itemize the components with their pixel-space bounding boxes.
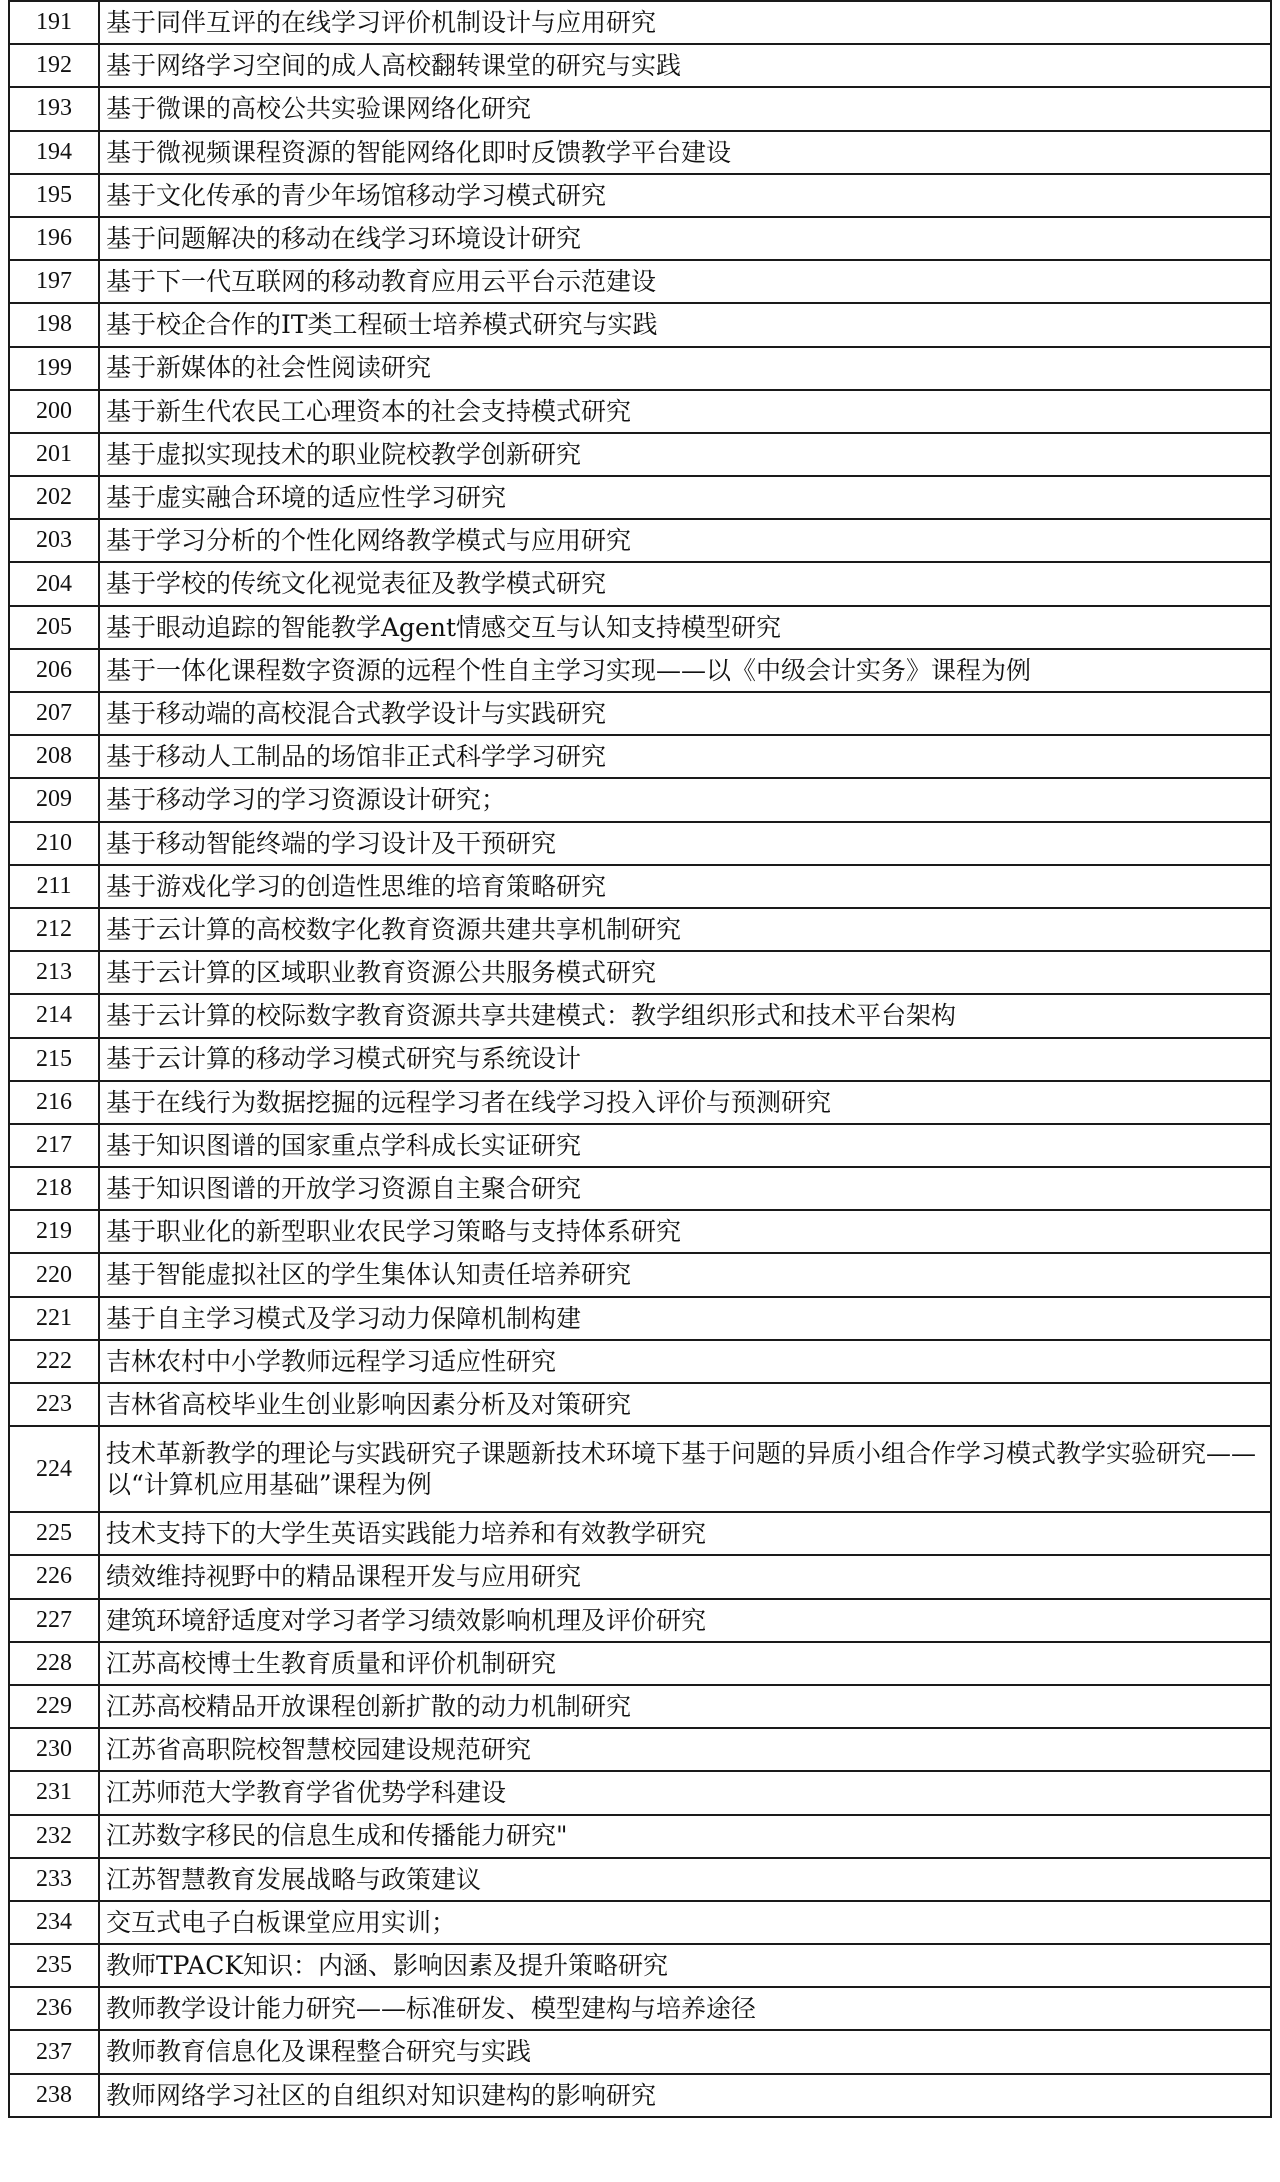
project-title: 基于下一代互联网的移动教育应用云平台示范建设 bbox=[99, 260, 1271, 303]
table-row bbox=[9, 908, 1271, 951]
table-row bbox=[9, 1685, 1271, 1728]
row-number: 208 bbox=[9, 735, 99, 778]
row-number: 215 bbox=[9, 1038, 99, 1081]
table-row bbox=[9, 649, 1271, 692]
row-number: 216 bbox=[9, 1081, 99, 1124]
project-title: 吉林农村中小学教师远程学习适应性研究 bbox=[99, 1340, 1271, 1383]
row-number: 227 bbox=[9, 1599, 99, 1642]
project-title: 基于云计算的高校数字化教育资源共建共享机制研究 bbox=[99, 908, 1271, 951]
table-row bbox=[9, 865, 1271, 908]
table-row bbox=[9, 1944, 1271, 1987]
project-title: 基于知识图谱的国家重点学科成长实证研究 bbox=[99, 1124, 1271, 1167]
row-number: 209 bbox=[9, 778, 99, 821]
row-number: 211 bbox=[9, 865, 99, 908]
row-number: 197 bbox=[9, 260, 99, 303]
table-row bbox=[9, 1383, 1271, 1426]
project-title: 交互式电子白板课堂应用实训； bbox=[99, 1901, 1271, 1944]
project-title: 基于眼动追踪的智能教学Agent情感交互与认知支持模型研究 bbox=[99, 606, 1271, 649]
table-row bbox=[9, 1771, 1271, 1814]
table-row bbox=[9, 1210, 1271, 1253]
project-title: 江苏数字移民的信息生成和传播能力研究" bbox=[99, 1815, 1271, 1858]
table-row bbox=[9, 347, 1271, 390]
row-number: 213 bbox=[9, 951, 99, 994]
table-row bbox=[9, 433, 1271, 476]
table-row bbox=[9, 260, 1271, 303]
table-row bbox=[9, 1038, 1271, 1081]
row-number: 194 bbox=[9, 131, 99, 174]
row-number: 199 bbox=[9, 347, 99, 390]
project-title: 基于网络学习空间的成人高校翻转课堂的研究与实践 bbox=[99, 44, 1271, 87]
project-title: 基于微视频课程资源的智能网络化即时反馈教学平台建设 bbox=[99, 131, 1271, 174]
row-number: 220 bbox=[9, 1253, 99, 1296]
project-title: 江苏高校博士生教育质量和评价机制研究 bbox=[99, 1642, 1271, 1685]
table-row bbox=[9, 476, 1271, 519]
table-row bbox=[9, 1555, 1271, 1598]
project-title: 基于学习分析的个性化网络教学模式与应用研究 bbox=[99, 519, 1271, 562]
project-title: 教师教育信息化及课程整合研究与实践 bbox=[99, 2030, 1271, 2073]
project-title: 基于知识图谱的开放学习资源自主聚合研究 bbox=[99, 1167, 1271, 1210]
row-number: 234 bbox=[9, 1901, 99, 1944]
table-row bbox=[9, 217, 1271, 260]
table-row bbox=[9, 2030, 1271, 2073]
project-title: 基于校企合作的IT类工程硕士培养模式研究与实践 bbox=[99, 303, 1271, 346]
row-number: 192 bbox=[9, 44, 99, 87]
table-row bbox=[9, 1858, 1271, 1901]
project-title: 基于学校的传统文化视觉表征及教学模式研究 bbox=[99, 562, 1271, 605]
table-row bbox=[9, 735, 1271, 778]
row-number: 233 bbox=[9, 1858, 99, 1901]
table-row bbox=[9, 390, 1271, 433]
project-title: 江苏师范大学教育学省优势学科建设 bbox=[99, 1771, 1271, 1814]
project-title: 技术革新教学的理论与实践研究子课题新技术环境下基于问题的异质小组合作学习模式教学实验研究——以“计算机应用基础”课程为例 bbox=[99, 1426, 1271, 1512]
table-row bbox=[9, 44, 1271, 87]
project-title: 技术支持下的大学生英语实践能力培养和有效教学研究 bbox=[99, 1512, 1271, 1555]
project-title: 江苏省高职院校智慧校园建设规范研究 bbox=[99, 1728, 1271, 1771]
row-number: 204 bbox=[9, 562, 99, 605]
project-table bbox=[8, 0, 1272, 2118]
table-row bbox=[9, 1512, 1271, 1555]
project-title: 江苏高校精品开放课程创新扩散的动力机制研究 bbox=[99, 1685, 1271, 1728]
row-number: 217 bbox=[9, 1124, 99, 1167]
project-table-body bbox=[9, 1, 1271, 2117]
row-number: 221 bbox=[9, 1297, 99, 1340]
row-number: 238 bbox=[9, 2074, 99, 2117]
table-row bbox=[9, 1599, 1271, 1642]
row-number: 206 bbox=[9, 649, 99, 692]
table-row bbox=[9, 131, 1271, 174]
project-title: 绩效维持视野中的精品课程开发与应用研究 bbox=[99, 1555, 1271, 1598]
project-title: 基于游戏化学习的创造性思维的培育策略研究 bbox=[99, 865, 1271, 908]
project-title: 基于文化传承的青少年场馆移动学习模式研究 bbox=[99, 174, 1271, 217]
row-number: 198 bbox=[9, 303, 99, 346]
row-number: 195 bbox=[9, 174, 99, 217]
row-number: 193 bbox=[9, 87, 99, 130]
row-number: 200 bbox=[9, 390, 99, 433]
row-number: 229 bbox=[9, 1685, 99, 1728]
row-number: 226 bbox=[9, 1555, 99, 1598]
table-row bbox=[9, 778, 1271, 821]
table-row bbox=[9, 1297, 1271, 1340]
table-row bbox=[9, 1642, 1271, 1685]
row-number: 228 bbox=[9, 1642, 99, 1685]
table-row bbox=[9, 1728, 1271, 1771]
row-number: 210 bbox=[9, 822, 99, 865]
table-row bbox=[9, 2074, 1271, 2117]
project-title: 基于移动学习的学习资源设计研究； bbox=[99, 778, 1271, 821]
row-number: 203 bbox=[9, 519, 99, 562]
row-number: 235 bbox=[9, 1944, 99, 1987]
row-number: 212 bbox=[9, 908, 99, 951]
table-row bbox=[9, 1, 1271, 44]
table-row bbox=[9, 692, 1271, 735]
row-number: 214 bbox=[9, 994, 99, 1037]
project-title: 基于移动智能终端的学习设计及干预研究 bbox=[99, 822, 1271, 865]
table-row bbox=[9, 1815, 1271, 1858]
row-number: 196 bbox=[9, 217, 99, 260]
table-row bbox=[9, 606, 1271, 649]
project-title: 建筑环境舒适度对学习者学习绩效影响机理及评价研究 bbox=[99, 1599, 1271, 1642]
project-title: 教师TPACK知识：内涵、影响因素及提升策略研究 bbox=[99, 1944, 1271, 1987]
table-row bbox=[9, 1124, 1271, 1167]
row-number: 219 bbox=[9, 1210, 99, 1253]
project-title: 基于云计算的区域职业教育资源公共服务模式研究 bbox=[99, 951, 1271, 994]
project-title: 基于在线行为数据挖掘的远程学习者在线学习投入评价与预测研究 bbox=[99, 1081, 1271, 1124]
table-row bbox=[9, 303, 1271, 346]
row-number: 223 bbox=[9, 1383, 99, 1426]
project-title: 基于同伴互评的在线学习评价机制设计与应用研究 bbox=[99, 1, 1271, 44]
project-title: 基于新生代农民工心理资本的社会支持模式研究 bbox=[99, 390, 1271, 433]
table-row bbox=[9, 1987, 1271, 2030]
table-row bbox=[9, 87, 1271, 130]
row-number: 225 bbox=[9, 1512, 99, 1555]
project-title: 基于云计算的移动学习模式研究与系统设计 bbox=[99, 1038, 1271, 1081]
row-number: 218 bbox=[9, 1167, 99, 1210]
project-title: 基于一体化课程数字资源的远程个性自主学习实现——以《中级会计实务》课程为例 bbox=[99, 649, 1271, 692]
row-number: 202 bbox=[9, 476, 99, 519]
table-row bbox=[9, 822, 1271, 865]
table-row bbox=[9, 1426, 1271, 1512]
row-number: 201 bbox=[9, 433, 99, 476]
row-number: 224 bbox=[9, 1426, 99, 1512]
project-title: 基于移动人工制品的场馆非正式科学学习研究 bbox=[99, 735, 1271, 778]
project-title: 基于智能虚拟社区的学生集体认知责任培养研究 bbox=[99, 1253, 1271, 1296]
row-number: 205 bbox=[9, 606, 99, 649]
project-title: 基于虚拟实现技术的职业院校教学创新研究 bbox=[99, 433, 1271, 476]
table-row bbox=[9, 1901, 1271, 1944]
project-title: 教师网络学习社区的自组织对知识建构的影响研究 bbox=[99, 2074, 1271, 2117]
row-number: 232 bbox=[9, 1815, 99, 1858]
table-row bbox=[9, 519, 1271, 562]
table-row bbox=[9, 1081, 1271, 1124]
project-title: 基于职业化的新型职业农民学习策略与支持体系研究 bbox=[99, 1210, 1271, 1253]
row-number: 191 bbox=[9, 1, 99, 44]
table-row bbox=[9, 1167, 1271, 1210]
row-number: 237 bbox=[9, 2030, 99, 2073]
table-row bbox=[9, 1253, 1271, 1296]
project-title: 基于移动端的高校混合式教学设计与实践研究 bbox=[99, 692, 1271, 735]
project-title: 基于问题解决的移动在线学习环境设计研究 bbox=[99, 217, 1271, 260]
project-title: 基于微课的高校公共实验课网络化研究 bbox=[99, 87, 1271, 130]
project-title: 教师教学设计能力研究——标准研发、模型建构与培养途径 bbox=[99, 1987, 1271, 2030]
table-row bbox=[9, 994, 1271, 1037]
table-row bbox=[9, 174, 1271, 217]
project-title: 基于虚实融合环境的适应性学习研究 bbox=[99, 476, 1271, 519]
project-title: 基于新媒体的社会性阅读研究 bbox=[99, 347, 1271, 390]
project-title: 基于云计算的校际数字教育资源共享共建模式：教学组织形式和技术平台架构 bbox=[99, 994, 1271, 1037]
project-title: 吉林省高校毕业生创业影响因素分析及对策研究 bbox=[99, 1383, 1271, 1426]
table-row bbox=[9, 1340, 1271, 1383]
table-row bbox=[9, 951, 1271, 994]
project-title: 基于自主学习模式及学习动力保障机制构建 bbox=[99, 1297, 1271, 1340]
table-row bbox=[9, 562, 1271, 605]
row-number: 236 bbox=[9, 1987, 99, 2030]
row-number: 222 bbox=[9, 1340, 99, 1383]
row-number: 207 bbox=[9, 692, 99, 735]
row-number: 230 bbox=[9, 1728, 99, 1771]
row-number: 231 bbox=[9, 1771, 99, 1814]
project-title: 江苏智慧教育发展战略与政策建议 bbox=[99, 1858, 1271, 1901]
